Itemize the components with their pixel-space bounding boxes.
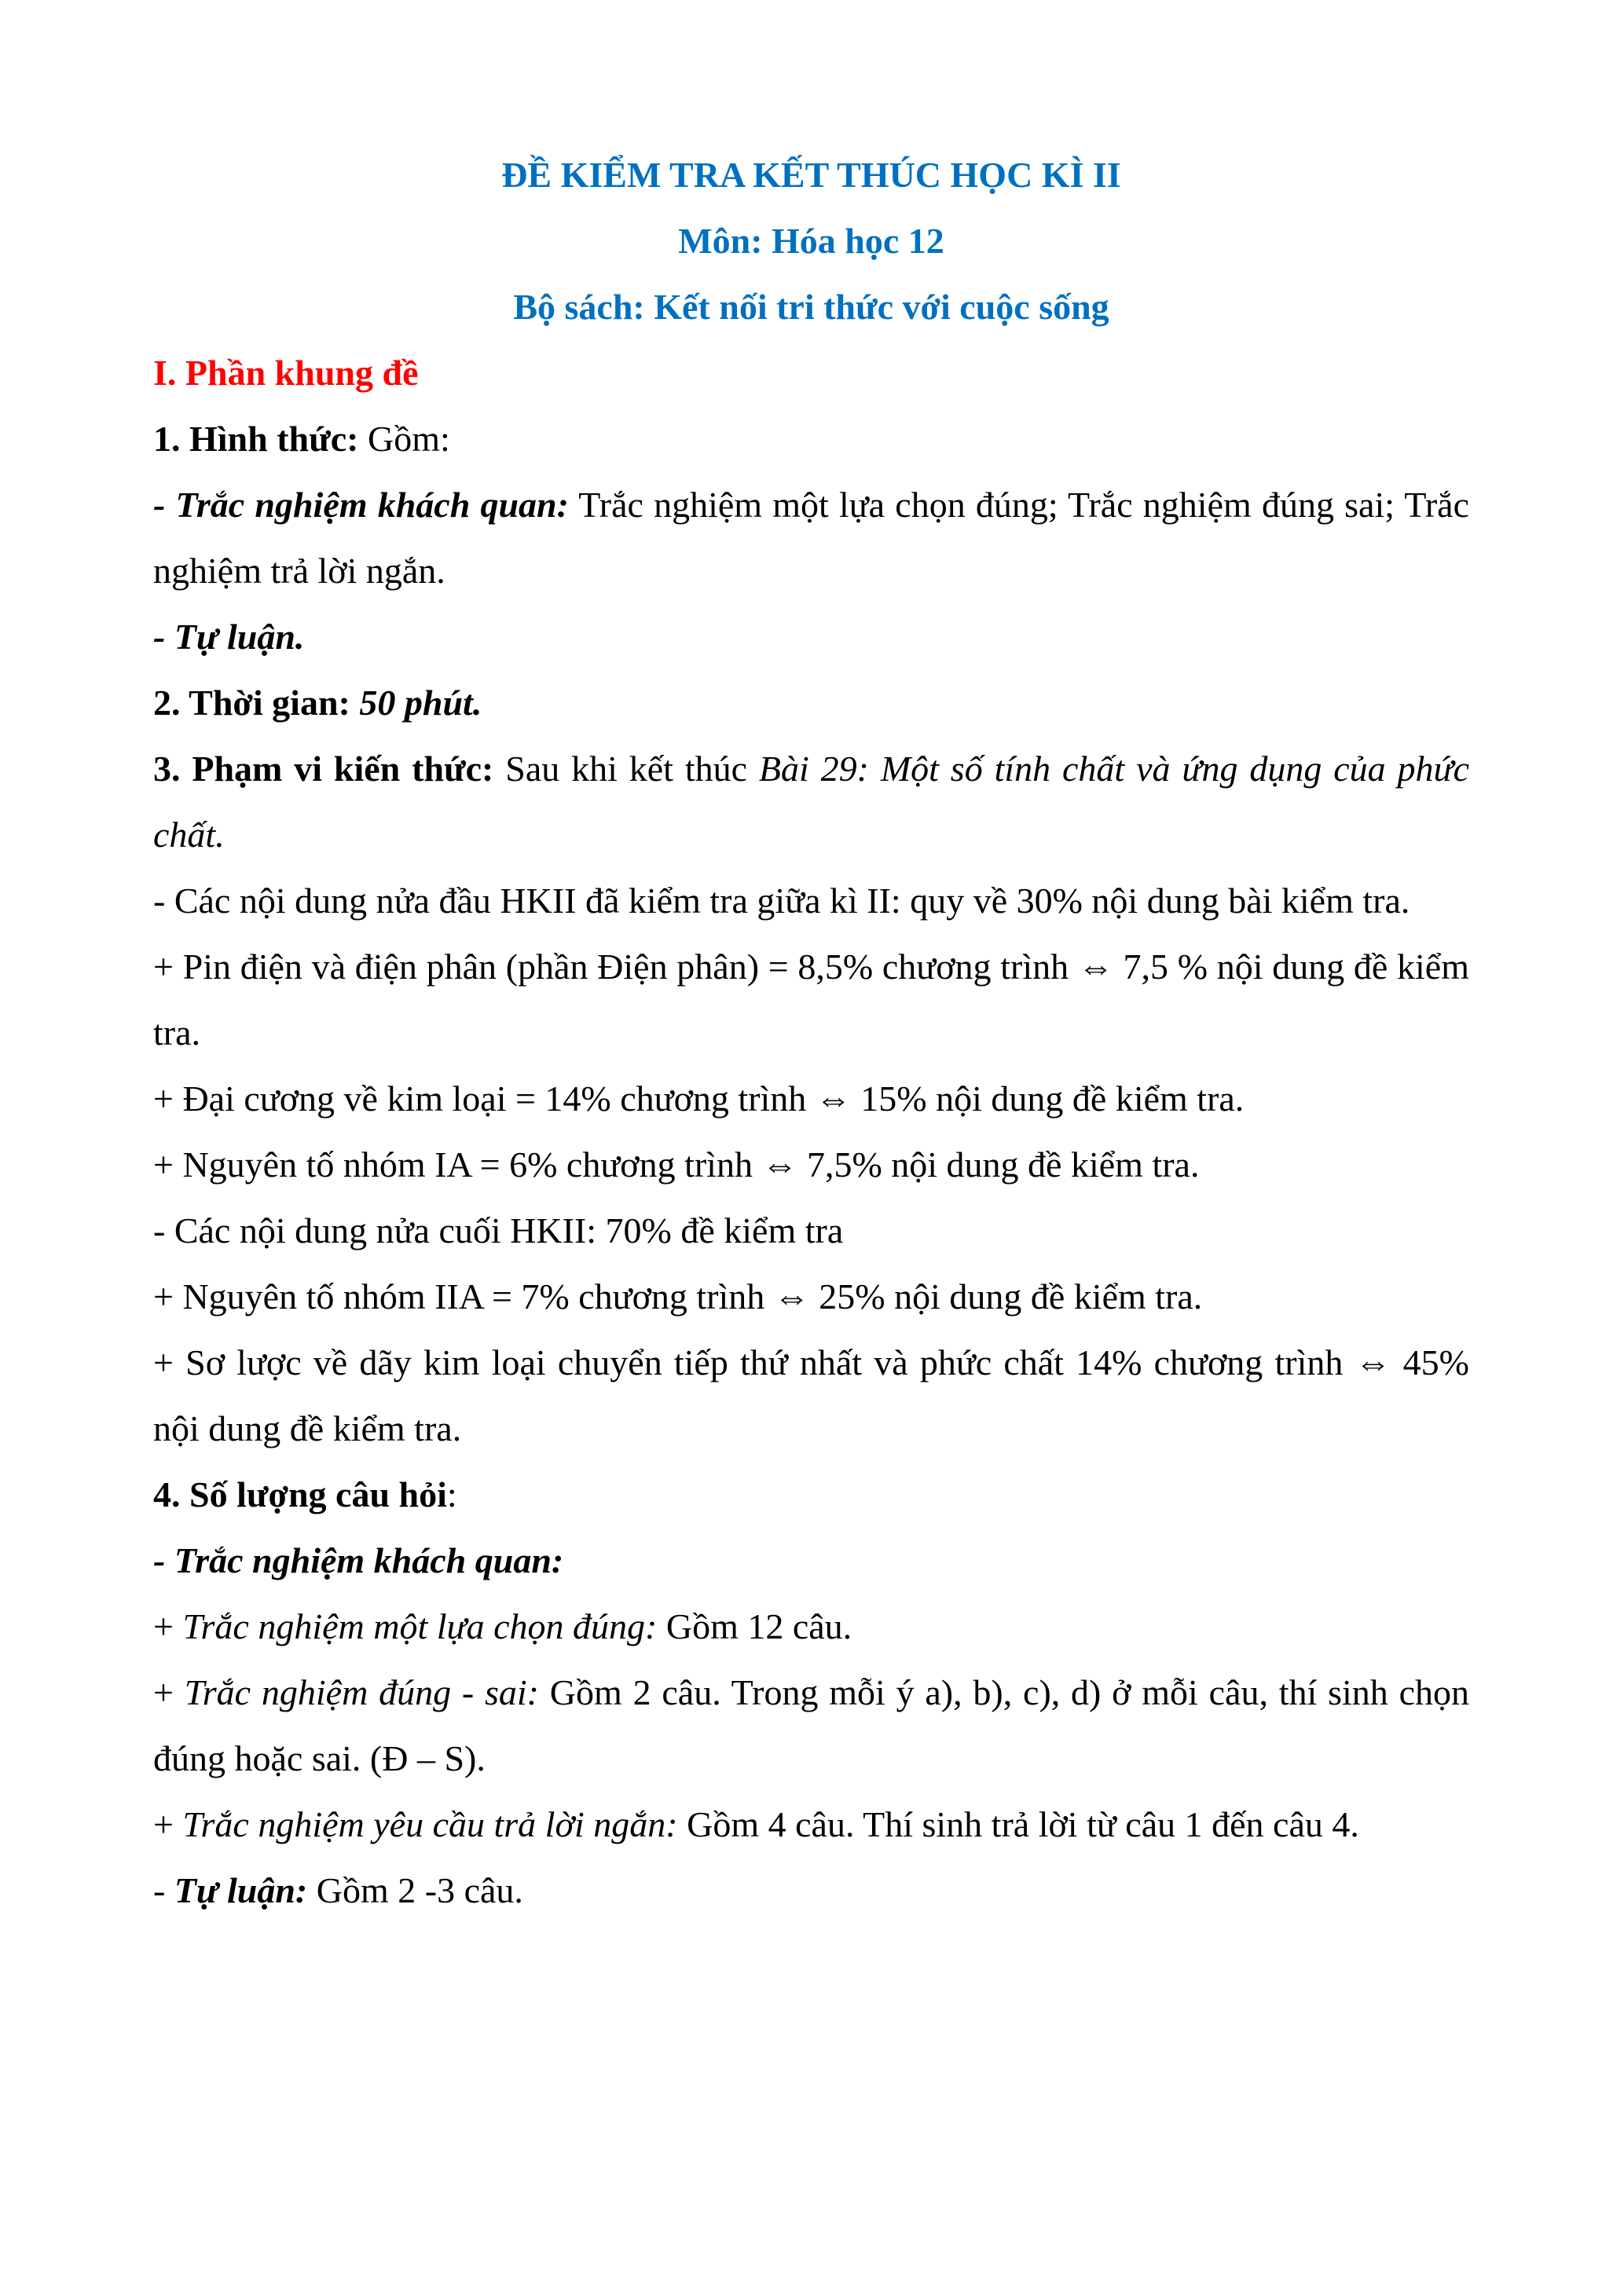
para-duration [153, 670, 1469, 736]
para-duration-value: 50 phút. [350, 683, 482, 723]
para-quantity-label: 4. Số lượng câu hỏi [153, 1474, 447, 1514]
para-format-label: 1. Hình thức: [153, 419, 359, 459]
para-scope [153, 736, 1469, 868]
para-quantity-item [153, 1594, 1469, 1660]
para-format-mc-label: - Trắc nghiệm khách quan: [153, 485, 569, 525]
para-scope-item: + Nguyên tố nhóm IA = 6% chương trình ⇔ 7,5% nội dung đề kiểm tra. [153, 1144, 1200, 1185]
para-scope-ref: Bài 29: Một số tính chất và ứng dụng của phức chất. [153, 749, 1469, 855]
para-format-value: Gồm: [358, 419, 450, 459]
para-format-mc-value: Trắc nghiệm một lựa chọn đúng; Trắc nghiệm đúng sai; Trắc nghiệm trả lời ngắn. [153, 485, 1469, 591]
item-rest: Gồm 2 câu. Trong mỗi ý a), b), c), d) ở mỗi câu, thí sinh chọn đúng hoặc sai. (Đ – S). [153, 1672, 1469, 1778]
para-quantity-item [153, 1660, 1469, 1792]
para-scope-item: - Các nội dung nửa đầu HKII đã kiểm tra giữa kì II: quy về 30% nội dung bài kiểm tra. [153, 881, 1410, 921]
para-duration-label: 2. Thời gian: [153, 683, 350, 723]
para-format-essay-label: - Tự luận. [153, 617, 305, 657]
para-quantity-heading [153, 1462, 1469, 1528]
item-prefix: + [153, 1672, 185, 1712]
para-quantity-mc-heading-label: - Trắc nghiệm khách quan: [153, 1540, 564, 1580]
essay-term: Tự luận: [174, 1870, 308, 1910]
document-book-series: Bộ sách: Kết nối tri thức với cuộc sống [513, 287, 1109, 327]
item-rest: Gồm 4 câu. Thí sinh trả lời từ câu 1 đến câu 4. [677, 1804, 1359, 1844]
item-prefix: + [153, 1606, 183, 1646]
para-scope-item: + Đại cương về kim loại = 14% chương trình ⇔ 15% nội dung đề kiểm tra. [153, 1078, 1245, 1119]
document-subject: Môn: Hóa học 12 [678, 221, 944, 261]
item-rest: Gồm 12 câu. [657, 1606, 852, 1646]
document-title: ĐỀ KIỂM TRA KẾT THÚC HỌC KÌ II [501, 155, 1121, 195]
item-prefix: + [153, 1804, 183, 1844]
para-quantity-essay [153, 1858, 1469, 1924]
para-scope-lead: Sau khi kết thúc [493, 749, 759, 789]
section-heading-framework: I. Phần khung đề [153, 353, 419, 393]
para-scope-item: + Nguyên tố nhóm IIA = 7% chương trình ⇔ 25% nội dung đề kiểm tra. [153, 1276, 1203, 1316]
para-scope-item: - Các nội dung nửa cuối HKII: 70% đề kiểm tra [153, 1210, 844, 1251]
para-format-essay [153, 604, 1469, 670]
para-scope-item: + Sơ lược về dãy kim loại chuyển tiếp thứ nhất và phức chất 14% chương trình ⇔ 45% nội dung đề kiểm tra. [153, 1342, 1469, 1448]
item-term: Trắc nghiệm yêu cầu trả lời ngắn: [182, 1804, 678, 1844]
para-quantity-mc-heading [153, 1528, 1469, 1594]
para-format-mc [153, 472, 1469, 604]
para-scope-label: 3. Phạm vi kiến thức: [153, 749, 494, 789]
para-quantity-colon: : [446, 1474, 457, 1514]
essay-prefix: - [153, 1870, 174, 1910]
para-quantity-item [153, 1792, 1469, 1858]
para-scope-item: + Pin điện và điện phân (phần Điện phân) = 8,5% chương trình ⇔ 7,5 % nội dung đề kiểm tra. [153, 947, 1469, 1053]
essay-rest: Gồm 2 -3 câu. [307, 1870, 523, 1910]
item-term: Trắc nghiệm đúng - sai: [184, 1672, 539, 1712]
para-format [153, 406, 1469, 472]
item-term: Trắc nghiệm một lựa chọn đúng: [182, 1606, 658, 1646]
